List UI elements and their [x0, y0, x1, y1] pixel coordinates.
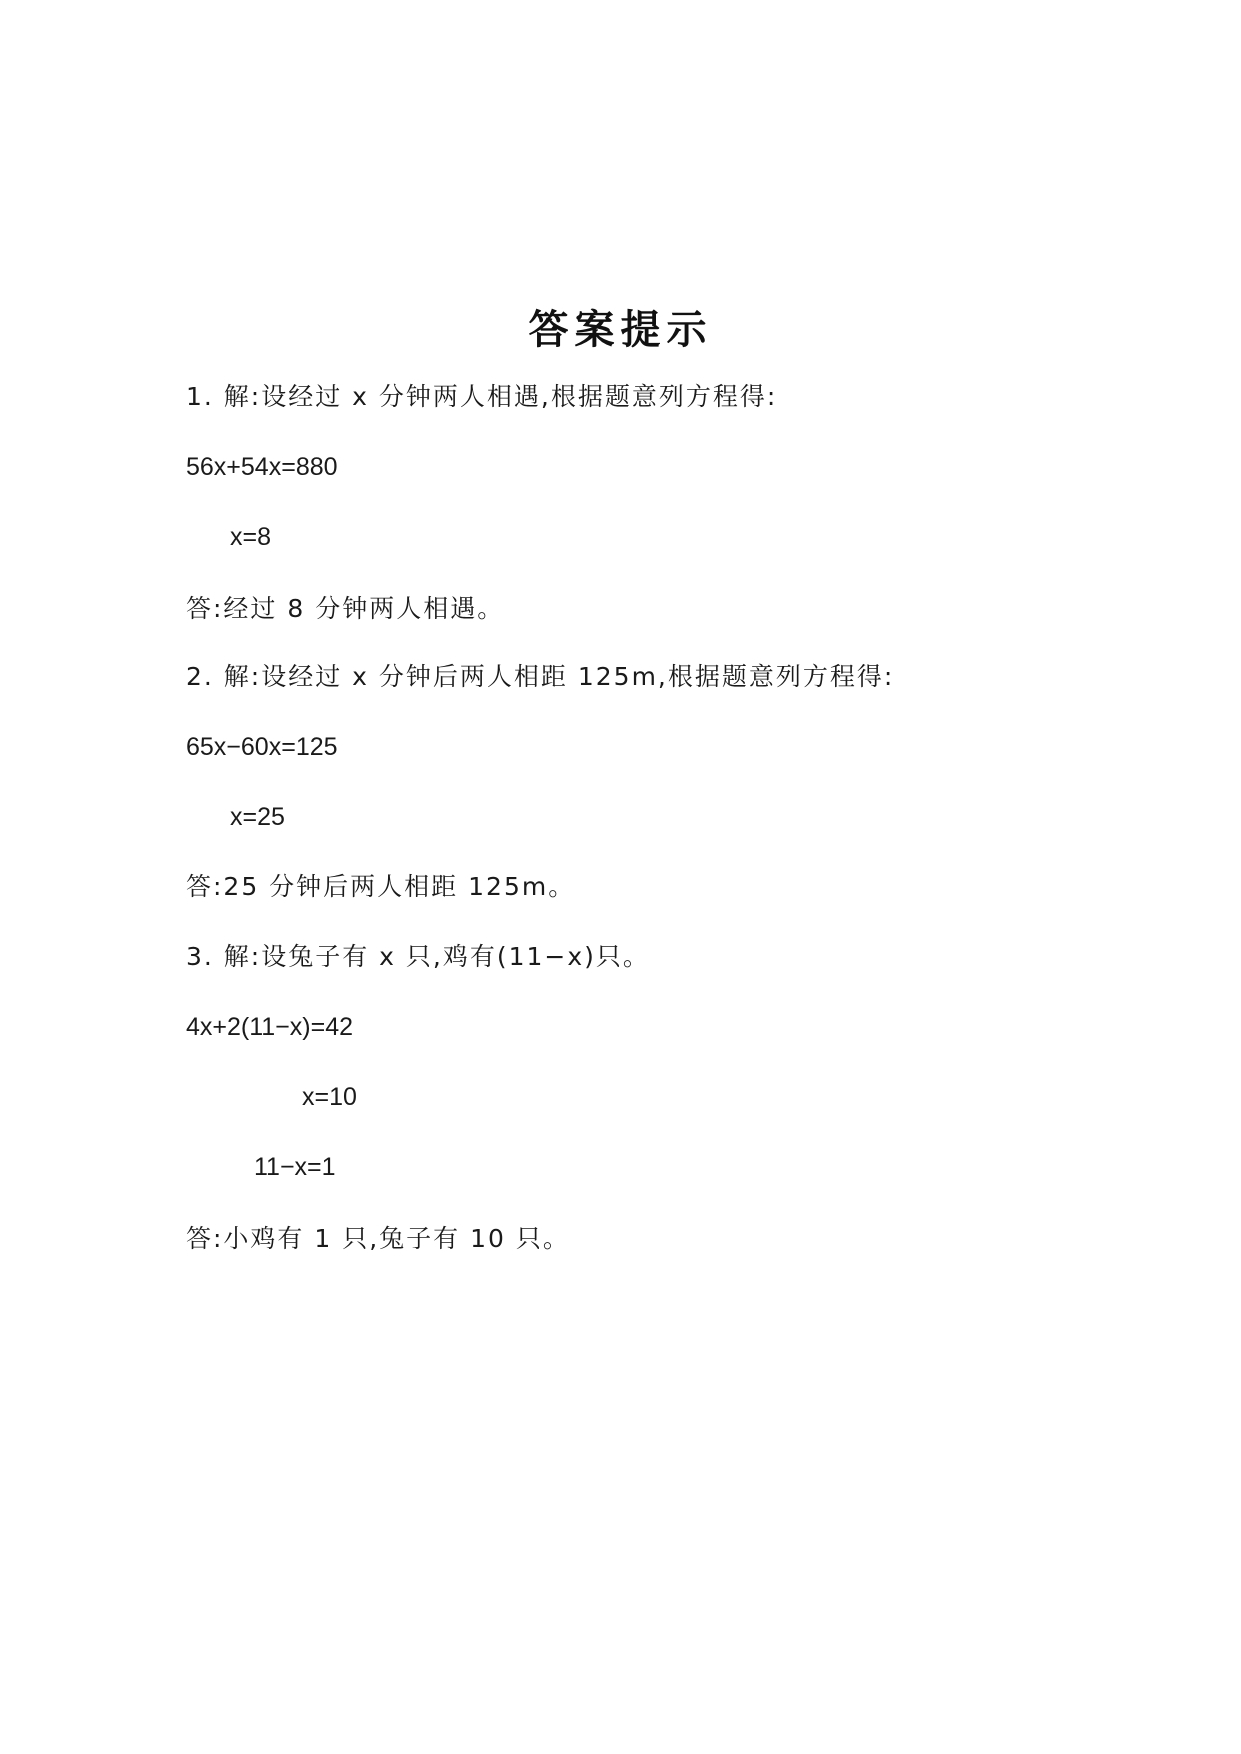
- problem-1-equation: 56x+54x=880: [186, 453, 338, 481]
- problem-3-derived: 11−x=1: [254, 1153, 336, 1181]
- problem-2-setup: 2. 解:设经过 x 分钟后两人相距 125m,根据题意列方程得:: [186, 662, 895, 691]
- problem-3-equation: 4x+2(11−x)=42: [186, 1013, 354, 1041]
- problem-3-solution: x=10: [302, 1083, 357, 1111]
- problem-2-equation: 65x−60x=125: [186, 733, 338, 761]
- problem-2-solution: x=25: [230, 803, 285, 831]
- problem-3-setup: 3. 解:设兔子有 x 只,鸡有(11−x)只。: [186, 942, 650, 971]
- page-title: 答案提示: [528, 306, 713, 353]
- problem-2-answer: 答:25 分钟后两人相距 125m。: [186, 872, 576, 901]
- problem-3-answer: 答:小鸡有 1 只,兔子有 10 只。: [186, 1224, 570, 1253]
- problem-1-setup: 1. 解:设经过 x 分钟两人相遇,根据题意列方程得:: [186, 382, 778, 411]
- problem-1-solution: x=8: [230, 523, 272, 551]
- problem-1-answer: 答:经过 8 分钟两人相遇。: [186, 594, 505, 623]
